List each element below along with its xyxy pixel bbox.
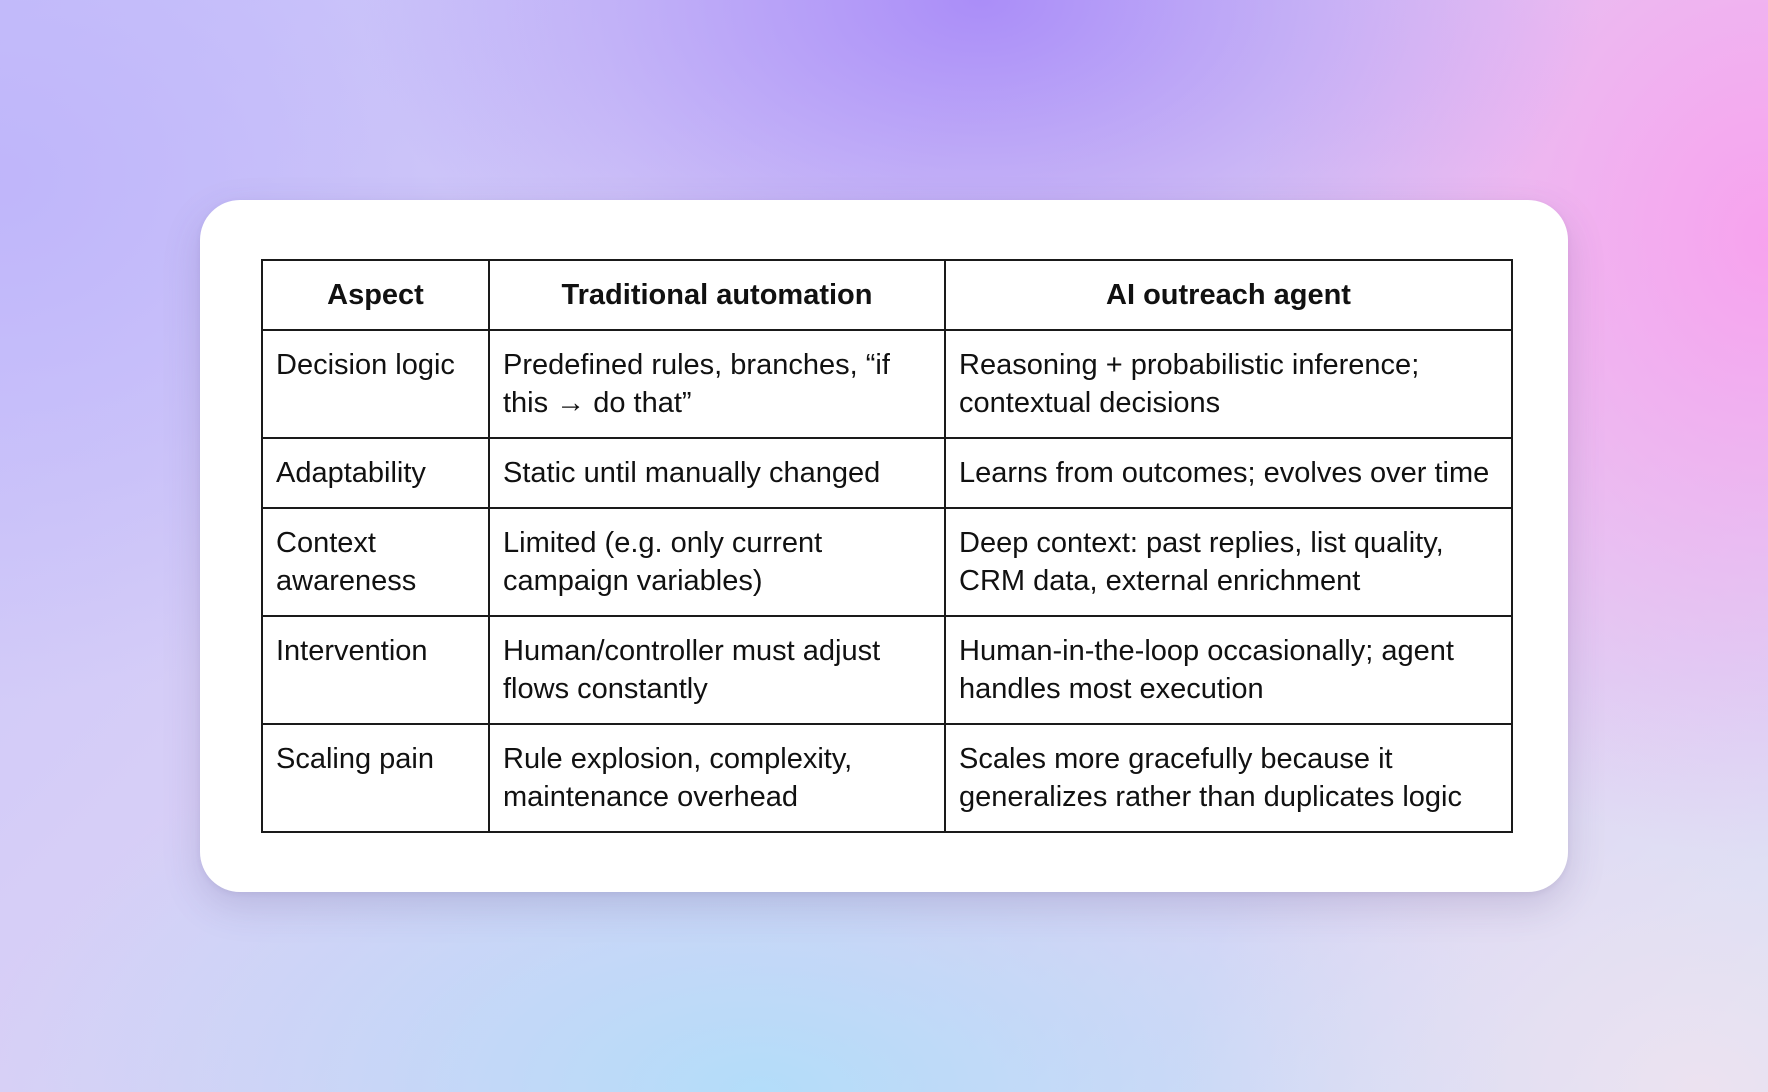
table-header-row (262, 260, 1512, 330)
table-row (262, 330, 1512, 438)
cell-aspect: Adaptability (262, 438, 489, 508)
cell-ai: Human-in-the-loop occasionally; agent handles most execution (945, 616, 1512, 724)
cell-traditional: Rule explosion, complexity, maintenance overhead (489, 724, 945, 832)
header-traditional-automation: Traditional automation (489, 260, 945, 330)
header-aspect: Aspect (262, 260, 489, 330)
table-row (262, 724, 1512, 832)
cell-ai: Deep context: past replies, list quality, CRM data, external enrichment (945, 508, 1512, 616)
cell-ai: Reasoning + probabilistic inference; contextual decisions (945, 330, 1512, 438)
header-ai-outreach-agent: AI outreach agent (945, 260, 1512, 330)
cell-traditional: Limited (e.g. only current campaign variables) (489, 508, 945, 616)
cell-aspect: Context awareness (262, 508, 489, 616)
comparison-table (261, 259, 1513, 833)
cell-traditional: Predefined rules, branches, “if this → do that” (489, 330, 945, 438)
cell-aspect: Scaling pain (262, 724, 489, 832)
cell-traditional: Static until manually changed (489, 438, 945, 508)
cell-aspect: Intervention (262, 616, 489, 724)
table-row (262, 616, 1512, 724)
cell-aspect: Decision logic (262, 330, 489, 438)
cell-ai: Learns from outcomes; evolves over time (945, 438, 1512, 508)
cell-ai: Scales more gracefully because it generalizes rather than duplicates logic (945, 724, 1512, 832)
table-card (200, 200, 1568, 892)
table-row (262, 438, 1512, 508)
cell-traditional: Human/controller must adjust flows constantly (489, 616, 945, 724)
table-row (262, 508, 1512, 616)
